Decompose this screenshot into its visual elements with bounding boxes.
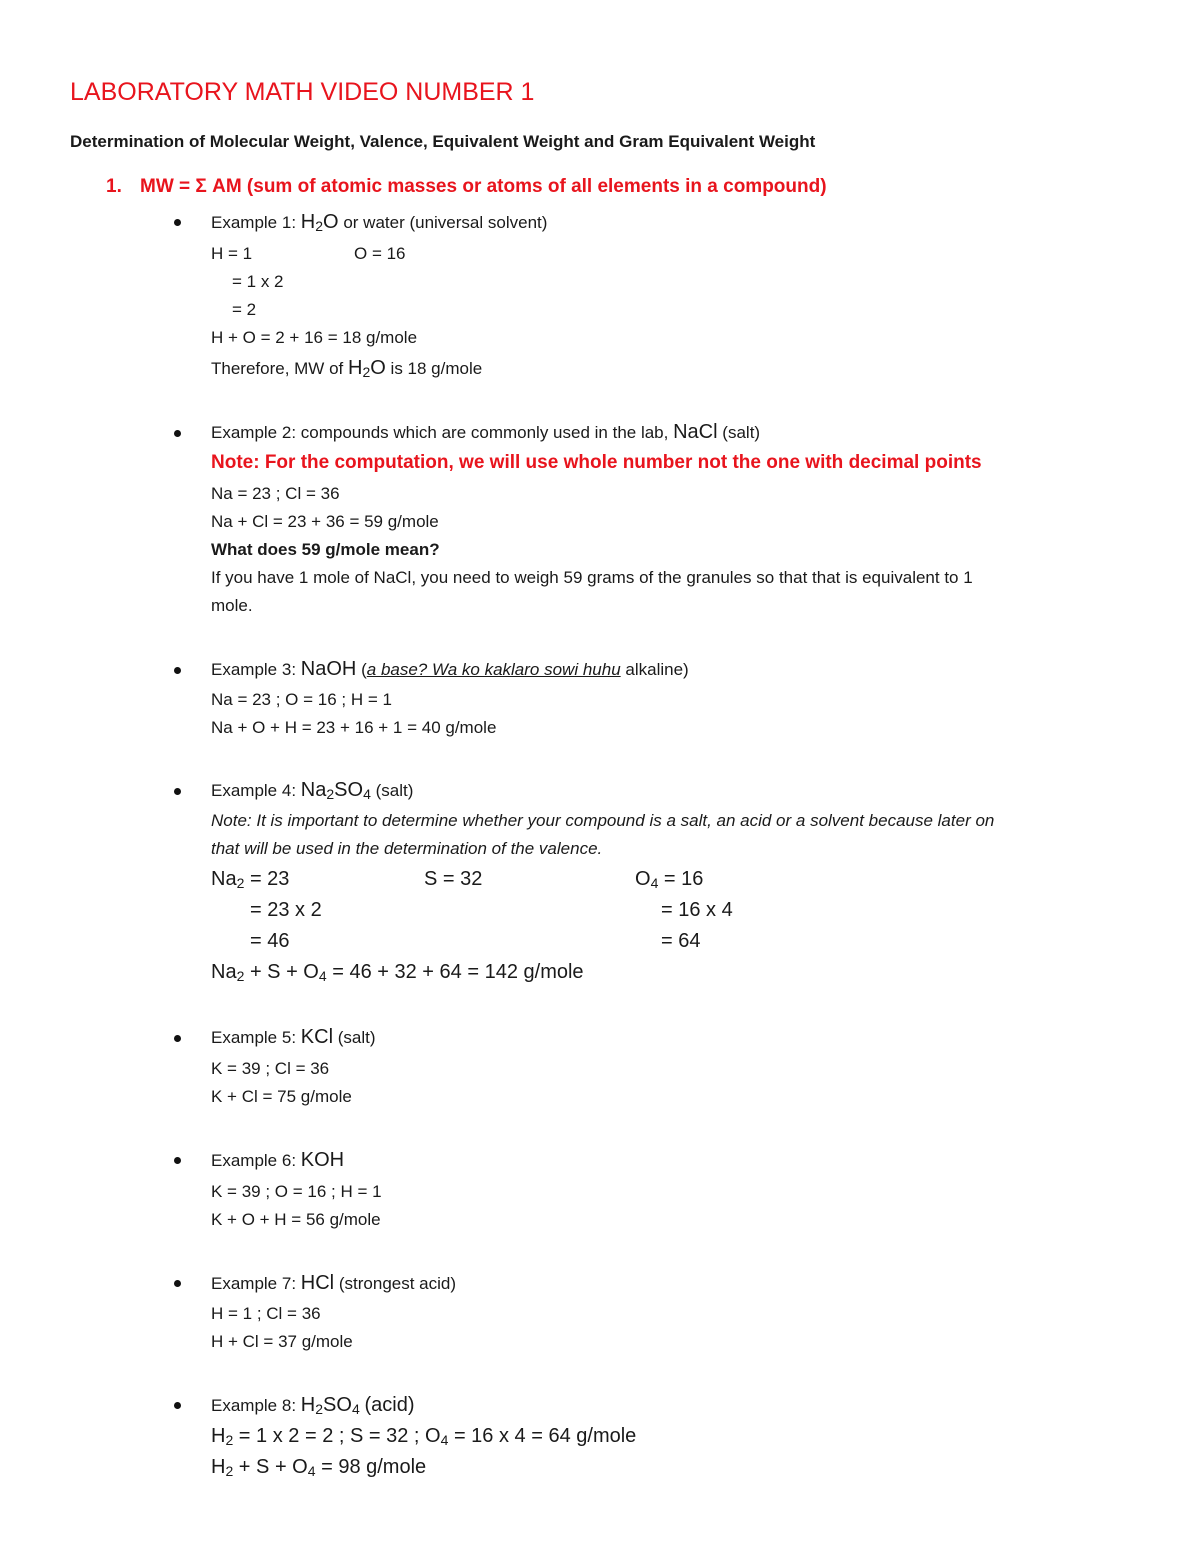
formula: $H_2SO_4$ xyxy=(300,1394,360,1417)
bullet-icon xyxy=(174,667,181,674)
example-7-header xyxy=(211,1272,456,1295)
example-description: compounds which are commonly used in the lab, xyxy=(300,423,669,442)
page-title: LABORATORY MATH VIDEO NUMBER 1 xyxy=(70,78,535,106)
sum-line: H + Cl = 37 g/mole xyxy=(211,1332,353,1351)
page-subtitle: Determination of Molecular Weight, Valence, Equivalent Weight and Gram Equivalent Weight xyxy=(70,132,816,151)
formula: KOH xyxy=(300,1149,345,1171)
example-label: Example 6: xyxy=(211,1151,297,1170)
example-label: Example 8: xyxy=(211,1396,297,1415)
sum-line: K + O + H = 56 g/mole xyxy=(211,1210,381,1229)
answer-line: mole. xyxy=(211,596,253,615)
value-s: S = 32 xyxy=(424,868,483,890)
example-4-header xyxy=(211,779,413,802)
step-line: = 46 xyxy=(250,930,290,952)
compound-type: alkaline) xyxy=(625,660,689,679)
example-1-header xyxy=(211,211,547,234)
formula: KCl xyxy=(300,1026,334,1048)
compound-type: (salt) xyxy=(722,423,761,442)
values-line: $H_2 = 1$ x 2 = 2 ; S = 32 ; $O_4 = 16$ x 4 = 64 g/mole xyxy=(211,1425,637,1448)
sum-line: Na + Cl = 23 + 36 = 59 g/mole xyxy=(211,512,439,531)
values-line: K = 39 ; O = 16 ; H = 1 xyxy=(211,1182,382,1201)
example-5-header xyxy=(211,1026,376,1049)
example-label: Example 5: xyxy=(211,1028,297,1047)
example-8-header xyxy=(211,1394,414,1417)
compound-type: (salt) xyxy=(337,1028,376,1047)
example-label: Example 2: xyxy=(211,423,297,442)
section-number: 1. xyxy=(106,176,122,197)
sum-line: H + O = 2 + 16 = 18 g/mole xyxy=(211,328,418,347)
formula: NaOH xyxy=(300,658,357,680)
step-line: = 2 xyxy=(232,300,257,319)
compound-type: (strongest acid) xyxy=(338,1274,457,1293)
values-line: H = 1 ; Cl = 36 xyxy=(211,1304,321,1323)
value-o: O = 16 xyxy=(354,244,406,263)
step-line: = 16 x 4 xyxy=(661,899,733,921)
example-2-header xyxy=(211,421,760,444)
example-label: Example 3: xyxy=(211,660,297,679)
step-line: = 1 x 2 xyxy=(232,272,284,291)
formula: $H_2O$ xyxy=(300,211,339,234)
compound-type: (salt) xyxy=(375,781,414,800)
underlined-remark: a base? Wa ko kaklaro sowi huhu xyxy=(366,660,621,679)
sum-line: K + Cl = 75 g/mole xyxy=(211,1087,352,1106)
note-line: Note: It is important to determine whether your compound is a salt, an acid or a solvent because later on xyxy=(211,811,995,830)
bullet-icon xyxy=(174,1280,181,1287)
bullet-icon xyxy=(174,1035,181,1042)
step-line: = 23 x 2 xyxy=(250,899,322,921)
example-label: Example 7: xyxy=(211,1274,297,1293)
bullet-icon xyxy=(174,219,181,226)
value-na: $Na_2 = 23$ xyxy=(211,868,290,891)
bullet-icon xyxy=(174,1402,181,1409)
sum-line: $H_2 + S + O_4 = 98$ g/mole xyxy=(211,1456,427,1479)
section-heading: MW = Σ AM (sum of atomic masses or atoms of all elements in a compound) xyxy=(140,176,827,197)
answer-line: If you have 1 mole of NaCl, you need to weigh 59 grams of the granules so that that is equivalent to 1 xyxy=(211,568,973,587)
sum-line: Na + O + H = 23 + 16 + 1 = 40 g/mole xyxy=(211,718,497,737)
example-3-header: Example 3: NaOH (a base? Wa ko kaklaro sowi huhu alkaline) xyxy=(211,658,689,680)
bullet-icon xyxy=(174,430,181,437)
sum-line: $Na_2 + S + O_4 = 46 + 32 + 64 = 142$ g/mole xyxy=(211,961,584,984)
question-line: What does 59 g/mole mean? xyxy=(211,540,440,559)
formula: HCl xyxy=(300,1272,335,1294)
bullet-icon xyxy=(174,1157,181,1164)
values-line: Na = 23 ; Cl = 36 xyxy=(211,484,340,503)
values-line: K = 39 ; Cl = 36 xyxy=(211,1059,330,1078)
formula: $Na_2SO_4$ xyxy=(300,779,371,802)
step-line: = 64 xyxy=(661,930,701,952)
note-line: Note: For the computation, we will use whole number not the one with decimal points xyxy=(211,452,982,473)
value-h: H = 1 xyxy=(211,244,253,263)
value-o: $O_4 = 16$ xyxy=(635,868,704,891)
values-line: Na = 23 ; O = 16 ; H = 1 xyxy=(211,690,392,709)
example-label: Example 4: xyxy=(211,781,297,800)
formula: NaCl xyxy=(673,421,718,443)
compound-type: (acid) xyxy=(364,1394,415,1416)
example-description: or water (universal solvent) xyxy=(343,213,548,232)
example-6-header xyxy=(211,1149,344,1172)
example-label: Example 1: xyxy=(211,213,297,232)
bullet-icon xyxy=(174,788,181,795)
note-line: that will be used in the determination of the valence. xyxy=(211,839,603,858)
conclusion-line: Therefore, MW of $H_2O$ is 18 g/mole xyxy=(211,357,483,380)
